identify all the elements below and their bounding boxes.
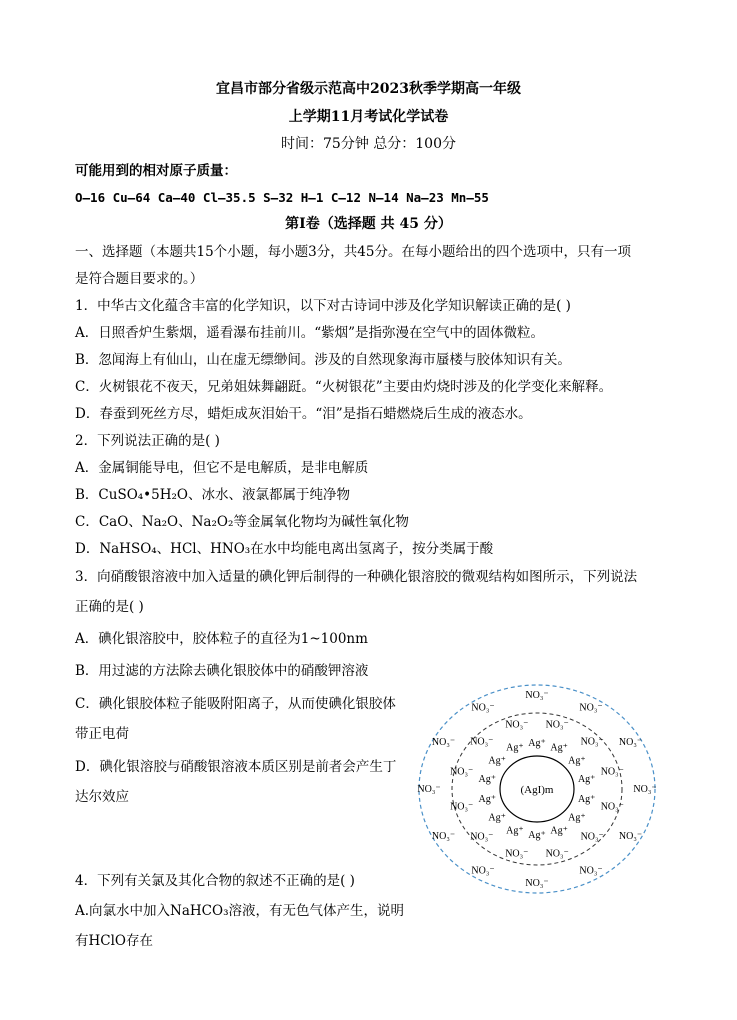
ag-ion-label: Ag⁺ bbox=[577, 794, 596, 806]
instructions-line-2: 是符合题目要求的。） bbox=[75, 271, 204, 287]
nitrate-ion-label: NO₃⁻ bbox=[450, 801, 474, 813]
q3-option-c-line-1: C．碘化银胶体粒子能吸附阳离子，从而使碘化银胶体 bbox=[75, 696, 396, 712]
q1-option-c: C．火树银花不夜天，兄弟姐妹舞翩跹。“火树银花”主要由灼烧时涉及的化学变化来解释。 bbox=[75, 379, 613, 395]
ag-ion-label: Ag⁺ bbox=[478, 773, 497, 785]
q3-option-a: A．碘化银溶胶中，胶体粒子的直径为1~100nm bbox=[75, 631, 368, 647]
q4-stem: 4．下列有关氯及其化合物的叙述不正确的是( ) bbox=[75, 873, 355, 889]
ag-ion-label: Ag⁺ bbox=[506, 825, 524, 837]
nitrate-ion-label: NO₃⁻ bbox=[525, 690, 549, 701]
ag-ion-label: Ag⁺ bbox=[528, 738, 546, 749]
nitrate-ion-label: NO₃⁻ bbox=[600, 801, 624, 813]
nitrate-ion-label: NO₃⁻ bbox=[505, 848, 529, 860]
ag-ion-label: Ag⁺ bbox=[528, 830, 546, 841]
nitrate-ion-label: NO₃⁻ bbox=[431, 831, 456, 842]
ag-ion-label: Ag⁺ bbox=[568, 755, 586, 767]
nitrate-ion-label: NO₃⁻ bbox=[618, 831, 643, 842]
q3-option-d-line-2: 达尔效应 bbox=[75, 789, 129, 805]
nitrate-ion-label: NO₃⁻ bbox=[580, 736, 604, 748]
nitrate-ion-label: NO₃⁻ bbox=[450, 766, 474, 778]
q2-stem: 2．下列说法正确的是( ) bbox=[75, 433, 220, 449]
q3-stem-line-2: 正确的是( ) bbox=[75, 599, 144, 615]
nitrate-ion-label: NO₃⁻ bbox=[470, 736, 494, 748]
ag-ion-label: Ag⁺ bbox=[478, 794, 497, 806]
ag-ion-label: Ag⁺ bbox=[488, 755, 506, 767]
q1-option-d: D．春蚕到死丝方尽，蜡炬成灰泪始干。“泪”是指石蜡燃烧后生成的液态水。 bbox=[75, 406, 532, 422]
nitrate-ion-label: NO₃⁻ bbox=[545, 719, 569, 731]
q1-option-b: B．忽闻海上有仙山，山在虚无缥缈间。涉及的自然现象海市蜃楼与胶体知识有关。 bbox=[75, 352, 571, 368]
nitrate-ion-label: NO₃⁻ bbox=[505, 719, 529, 731]
nitrate-ion-label: NO₃⁻ bbox=[471, 702, 495, 714]
core-label: (AgI)m bbox=[520, 784, 554, 796]
nitrate-ion-label: NO₃⁻ bbox=[471, 865, 495, 877]
nitrate-ion-label: NO₃⁻ bbox=[470, 831, 494, 843]
nitrate-ion-label: NO₃⁻ bbox=[579, 702, 603, 714]
nitrate-ion-label: NO₃⁻ bbox=[618, 737, 643, 748]
q3-option-c-line-2: 带正电荷 bbox=[75, 726, 129, 742]
ag-ion-label: Ag⁺ bbox=[550, 742, 568, 754]
nitrate-ion-label: NO₃⁻ bbox=[417, 784, 441, 795]
ag-ion-label: Ag⁺ bbox=[488, 812, 506, 824]
nitrate-ion-label: NO₃⁻ bbox=[431, 737, 456, 748]
nitrate-ion-label: NO₃⁻ bbox=[633, 784, 657, 795]
nitrate-ion-label: NO₃⁻ bbox=[580, 831, 604, 843]
section-title: 第Ⅰ卷（选择题 共 45 分） bbox=[285, 216, 452, 232]
ag-ion-label: Ag⁺ bbox=[568, 812, 586, 824]
ag-ion-label: Ag⁺ bbox=[577, 773, 596, 785]
agi-colloid-diagram bbox=[415, 682, 660, 897]
atomic-mass-label: 可能用到的相对原子质量： bbox=[75, 163, 237, 179]
q4-option-a-line-1: A.向氯水中加入NaHCO₃溶液，有无色气体产生，说明 bbox=[75, 903, 404, 919]
q4-option-a-line-2: 有HClO存在 bbox=[75, 933, 153, 949]
instructions-line-1: 一、选择题（本题共15个小题，每小题3分，共45分。在每小题给出的四个选项中，只有一项 bbox=[75, 244, 631, 260]
ag-ion-label: Ag⁺ bbox=[506, 742, 524, 754]
q2-option-c: C．CaO、Na₂O、Na₂O₂等金属氧化物均为碱性氧化物 bbox=[75, 514, 409, 530]
q3-option-b: B．用过滤的方法除去碘化银胶体中的硝酸钾溶液 bbox=[75, 663, 369, 679]
q1-option-a: A．日照香炉生紫烟，遥看瀑布挂前川。“紫烟”是指弥漫在空气中的固体微粒。 bbox=[75, 325, 545, 341]
ag-ion-label: Ag⁺ bbox=[550, 825, 568, 837]
atomic-mass-values: O—16 Cu—64 Ca—40 Cl—35.5 S—32 H—1 C—12 N—14 Na—23 Mn—55 bbox=[75, 190, 489, 205]
nitrate-ion-label: NO₃⁻ bbox=[600, 766, 624, 778]
q2-option-d: D．NaHSO₄、HCl、HNO₃在水中均能电离出氢离子，按分类属于酸 bbox=[75, 541, 494, 557]
nitrate-ion-label: NO₃⁻ bbox=[525, 878, 549, 889]
q2-option-b: B．CuSO₄•5H₂O、冰水、液氯都属于纯净物 bbox=[75, 487, 350, 503]
time-score: 时间：75分钟 总分：100分 bbox=[281, 136, 456, 152]
q2-option-a: A．金属铜能导电，但它不是电解质，是非电解质 bbox=[75, 460, 369, 476]
nitrate-ion-label: NO₃⁻ bbox=[579, 865, 603, 877]
school-title: 宜昌市部分省级示范高中2023秋季学期高一年级 bbox=[216, 81, 521, 97]
nitrate-ion-label: NO₃⁻ bbox=[545, 848, 569, 860]
q3-option-d-line-1: D．碘化银溶胶与硝酸银溶液本质区别是前者会产生丁 bbox=[75, 759, 397, 775]
q3-stem-line-1: 3．向硝酸银溶液中加入适量的碘化钾后制得的一种碘化银溶胶的微观结构如图所示，下列说法 bbox=[75, 569, 638, 585]
exam-title: 上学期11月考试化学试卷 bbox=[288, 109, 449, 125]
q1-stem: 1．中华古文化蕴含丰富的化学知识，以下对古诗词中涉及化学知识解读正确的是( ) bbox=[75, 298, 571, 314]
